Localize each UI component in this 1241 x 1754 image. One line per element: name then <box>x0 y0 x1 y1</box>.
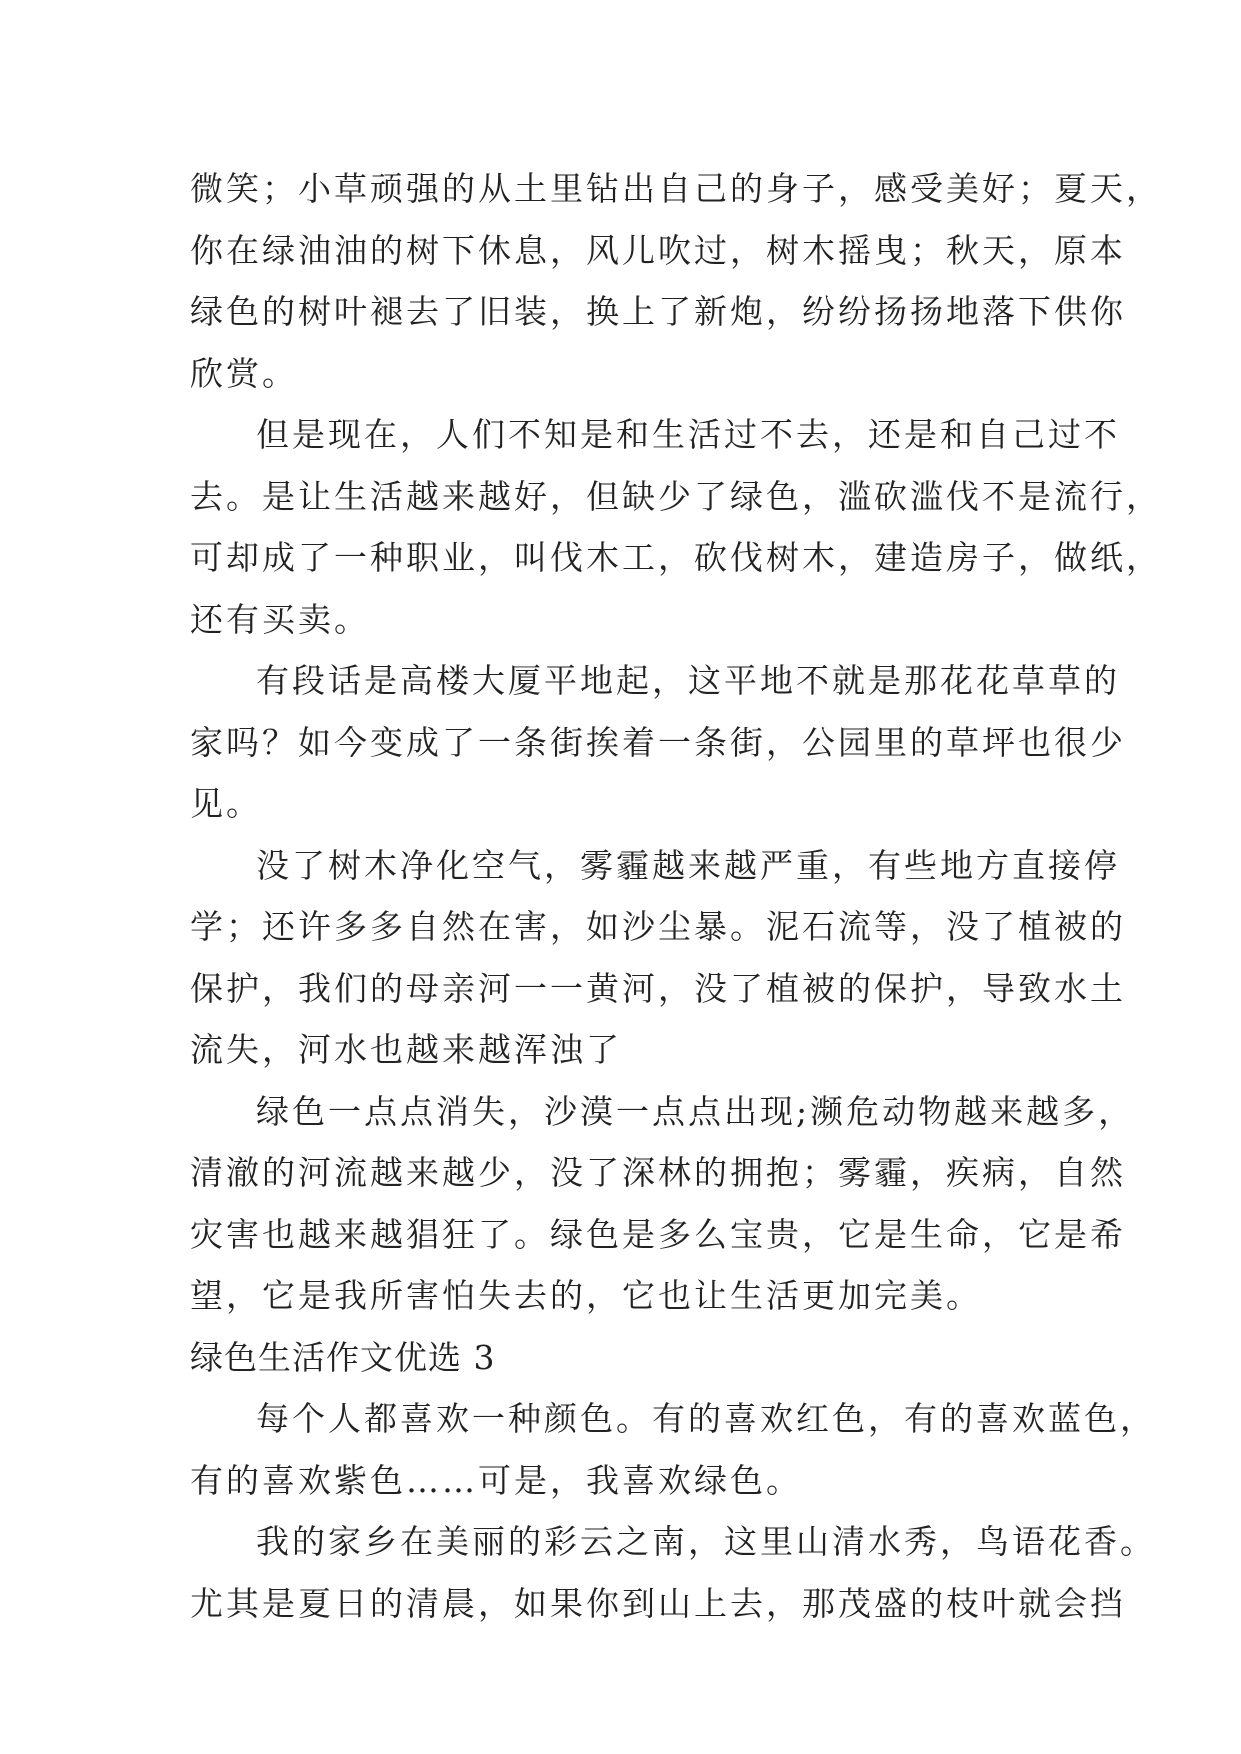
text-line: 每个人都喜欢一种颜色。有的喜欢红色，有的喜欢蓝色， <box>256 1399 1156 1438</box>
text-line: 没了树木净化空气，雾霾越来越严重，有些地方直接停 <box>256 845 1120 885</box>
paragraph <box>190 158 1162 404</box>
paragraph <box>190 1511 1156 1634</box>
section-heading: 绿色生活作文优选 3 <box>190 1337 496 1377</box>
text-line: 灾害也越来越猖狂了。绿色是多么宝贵，它是生命，它是希 <box>190 1214 1126 1254</box>
text-line: 你在绿油油的树下休息，风儿吹过，树木摇曳；秋天，原本 <box>190 230 1126 270</box>
text-line: 但是现在，人们不知是和生活过不去，还是和自己过不 <box>256 415 1120 454</box>
text-line: 可却成了一种职业，叫伐木工，砍伐树木，建造房子，做纸， <box>190 538 1162 577</box>
text-line: 绿色的树叶褪去了旧装，换上了新炮，纷纷扬扬地落下供你 <box>190 292 1126 331</box>
text-line: 尤其是夏日的清晨，如果你到山上去，那茂盛的枝叶就会挡 <box>190 1583 1126 1623</box>
paragraph <box>190 650 1126 835</box>
text-line: 保护，我们的母亲河一一黄河，没了植被的保护，导致水土 <box>190 968 1126 1008</box>
text-line: 学；还许多多自然在害，如沙尘暴。泥石流等，没了植被的 <box>190 907 1126 946</box>
text-line: 清澈的河流越来越少，没了深林的拥抱；雾霾，疾病，自然 <box>190 1153 1126 1192</box>
text-line: 望，它是我所害怕失去的，它也让生活更加完美。 <box>190 1276 982 1315</box>
text-line: 有段话是高楼大厦平地起，这平地不就是那花花草草的 <box>256 661 1120 700</box>
paragraph <box>190 1388 1156 1511</box>
text-line: 去。是让生活越来越好，但缺少了绿色，滥砍滥伐不是流行， <box>190 476 1162 516</box>
text-line: 流失，河水也越来越浑浊了 <box>190 1030 622 1069</box>
paragraph <box>190 404 1162 650</box>
text-line: 见。 <box>190 784 262 823</box>
text-line: 微笑；小草顽强的从土里钻出自己的身子，感受美好；夏天， <box>190 169 1162 208</box>
text-line: 还有买卖。 <box>190 599 370 639</box>
text-line: 家吗？如今变成了一条街挨着一条街，公园里的草坪也很少 <box>190 722 1126 762</box>
text-line: 有的喜欢紫色……可是，我喜欢绿色。 <box>190 1460 802 1500</box>
text-line: 我的家乡在美丽的彩云之南，这里山清水秀，鸟语花香。 <box>256 1522 1156 1561</box>
paragraph <box>190 835 1126 1081</box>
text-line: 绿色一点点消失，沙漠一点点出现;濒危动物越来越多， <box>256 1091 1135 1131</box>
paragraph <box>190 1081 1135 1327</box>
document-body <box>190 158 1162 1634</box>
text-line: 欣赏。 <box>190 353 298 393</box>
